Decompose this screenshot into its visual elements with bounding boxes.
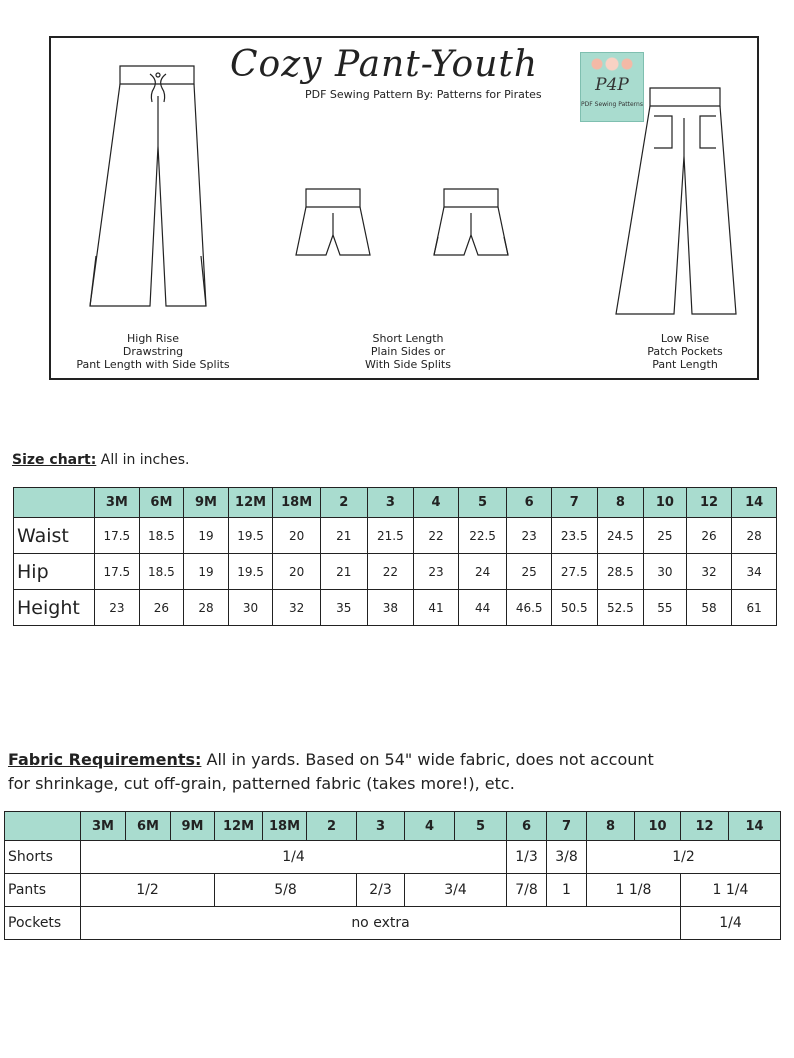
table-cell: 19 [184, 518, 229, 554]
logo-mark: P4P [595, 75, 629, 95]
size-header-cell: 12 [686, 488, 732, 518]
table-cell: 22.5 [458, 518, 507, 554]
size-header-cell: 7 [551, 488, 597, 518]
table-cell: 1/4 [681, 907, 781, 940]
size-header-cell: 10 [644, 488, 687, 518]
table-cell: 30 [644, 554, 687, 590]
table-cell: 38 [367, 590, 414, 626]
table-cell: 19.5 [228, 554, 273, 590]
table-cell: 24 [458, 554, 507, 590]
table-cell: 25 [644, 518, 687, 554]
table-cell: 41 [414, 590, 459, 626]
caption-line: Pant Length [652, 358, 718, 371]
caption-line: High Rise [127, 332, 179, 345]
table-cell: 21 [320, 554, 367, 590]
size-header-cell: 3M [81, 812, 126, 841]
caption-line: Pant Length with Side Splits [76, 358, 230, 371]
table-cell: 20 [273, 554, 321, 590]
table-cell: 1 1/8 [587, 874, 681, 907]
header-corner [5, 812, 81, 841]
size-header-cell: 18M [263, 812, 307, 841]
fabric-note-2: for shrinkage, cut off-grain, patterned fabric (takes more!), etc. [8, 774, 515, 793]
size-header-cell: 14 [732, 488, 777, 518]
table-row [5, 874, 781, 907]
table-row [14, 518, 777, 554]
size-chart-heading [12, 452, 189, 468]
size-header-cell: 8 [597, 488, 644, 518]
size-header-cell: 3 [357, 812, 405, 841]
table-cell: 32 [273, 590, 321, 626]
high-rise-pant-illustration [80, 66, 220, 312]
size-chart-table [13, 487, 777, 626]
size-header-cell: 2 [320, 488, 367, 518]
size-header-cell: 4 [405, 812, 455, 841]
table-cell: 1/2 [81, 874, 215, 907]
table-cell: 26 [686, 518, 732, 554]
table-cell: 1/3 [507, 841, 547, 874]
size-header-cell: 12 [681, 812, 729, 841]
row-label: Shorts [5, 841, 81, 874]
size-header-cell: 14 [729, 812, 781, 841]
size-header-cell: 3M [95, 488, 140, 518]
caption-line: Patch Pockets [647, 345, 723, 358]
pattern-title: Cozy Pant-Youth [230, 44, 539, 85]
table-cell: 27.5 [551, 554, 597, 590]
size-header-cell: 6M [126, 812, 171, 841]
table-row [5, 841, 781, 874]
size-header-cell: 9M [171, 812, 215, 841]
size-header-cell: 2 [307, 812, 357, 841]
size-header-cell: 5 [455, 812, 507, 841]
flower-icon [587, 57, 637, 71]
size-header-cell: 18M [273, 488, 321, 518]
table-cell: 46.5 [507, 590, 552, 626]
size-header-cell: 12M [228, 488, 273, 518]
row-label: Pockets [5, 907, 81, 940]
fabric-heading [8, 748, 654, 796]
table-cell: 28 [732, 518, 777, 554]
size-header-cell: 6M [139, 488, 184, 518]
table-row [14, 590, 777, 626]
table-cell: 21.5 [367, 518, 414, 554]
table-cell: 26 [139, 590, 184, 626]
fabric-header-row [5, 812, 781, 841]
table-cell: 1/2 [587, 841, 781, 874]
table-cell: 2/3 [357, 874, 405, 907]
table-cell: 1/4 [81, 841, 507, 874]
size-header-cell: 6 [507, 488, 552, 518]
caption-line: Low Rise [660, 332, 710, 345]
row-label: Hip [14, 554, 95, 590]
table-cell: 5/8 [215, 874, 357, 907]
size-header-cell: 6 [507, 812, 547, 841]
table-row [14, 554, 777, 590]
table-cell: 24.5 [597, 518, 644, 554]
fabric-note-1: All in yards. Based on 54" wide fabric, does not account [206, 750, 654, 769]
row-label: Pants [5, 874, 81, 907]
table-cell: no extra [81, 907, 681, 940]
table-cell: 23 [95, 590, 140, 626]
table-cell: 18.5 [139, 554, 184, 590]
fabric-requirements-table [4, 811, 781, 940]
table-cell: 3/4 [405, 874, 507, 907]
caption-short-length [338, 332, 478, 371]
caption-low-rise [620, 332, 750, 371]
size-chart-header-row [14, 488, 777, 518]
size-chart-label: Size chart: [12, 452, 97, 468]
low-rise-pant-illustration [612, 88, 740, 316]
table-cell: 17.5 [95, 554, 140, 590]
table-cell: 28.5 [597, 554, 644, 590]
table-cell: 3/8 [547, 841, 587, 874]
size-header-cell: 4 [414, 488, 459, 518]
table-cell: 32 [686, 554, 732, 590]
table-cell: 35 [320, 590, 367, 626]
size-header-cell: 7 [547, 812, 587, 841]
pattern-subtitle: PDF Sewing Pattern By: Patterns for Pirates [305, 88, 542, 101]
caption-line: With Side Splits [365, 358, 451, 371]
table-cell: 22 [414, 518, 459, 554]
table-cell: 19 [184, 554, 229, 590]
header-corner [14, 488, 95, 518]
table-cell: 61 [732, 590, 777, 626]
caption-line: Drawstring [122, 345, 184, 358]
size-chart-note: All in inches. [100, 452, 190, 468]
table-cell: 44 [458, 590, 507, 626]
table-cell: 19.5 [228, 518, 273, 554]
fabric-label: Fabric Requirements: [8, 750, 202, 769]
size-header-cell: 10 [635, 812, 681, 841]
shorts-side-split-illustration [432, 189, 510, 259]
caption-high-rise [68, 332, 238, 371]
table-cell: 17.5 [95, 518, 140, 554]
table-cell: 50.5 [551, 590, 597, 626]
table-cell: 20 [273, 518, 321, 554]
table-cell: 58 [686, 590, 732, 626]
table-row [5, 907, 781, 940]
size-header-cell: 3 [367, 488, 414, 518]
table-cell: 23.5 [551, 518, 597, 554]
table-cell: 52.5 [597, 590, 644, 626]
table-cell: 18.5 [139, 518, 184, 554]
row-label: Height [14, 590, 95, 626]
table-cell: 22 [367, 554, 414, 590]
table-cell: 34 [732, 554, 777, 590]
table-cell: 21 [320, 518, 367, 554]
caption-line: Plain Sides or [370, 345, 446, 358]
table-cell: 55 [644, 590, 687, 626]
table-cell: 7/8 [507, 874, 547, 907]
size-header-cell: 12M [215, 812, 263, 841]
size-header-cell: 5 [458, 488, 507, 518]
row-label: Waist [14, 518, 95, 554]
size-header-cell: 8 [587, 812, 635, 841]
fabric-heading-line-1 [8, 748, 654, 772]
shorts-plain-illustration [294, 189, 372, 259]
table-cell: 25 [507, 554, 552, 590]
table-cell: 1 [547, 874, 587, 907]
table-cell: 23 [414, 554, 459, 590]
table-cell: 30 [228, 590, 273, 626]
table-cell: 28 [184, 590, 229, 626]
table-cell: 23 [507, 518, 552, 554]
caption-line: Short Length [372, 332, 444, 345]
table-cell: 1 1/4 [681, 874, 781, 907]
size-header-cell: 9M [184, 488, 229, 518]
logo-tag: PDF Sewing Patterns [581, 101, 643, 108]
